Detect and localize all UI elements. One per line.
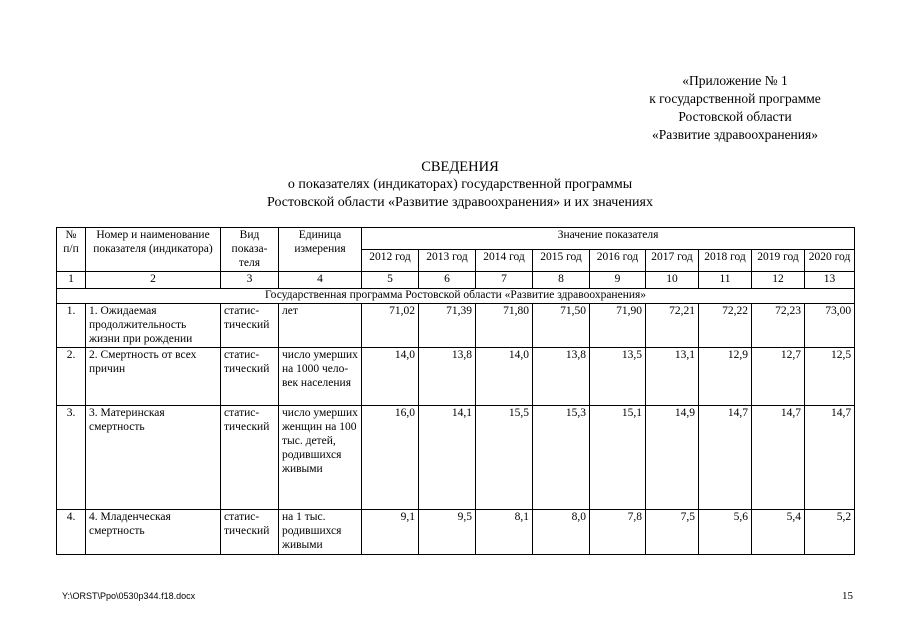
- header-year: 2018 год: [699, 250, 752, 272]
- table-row: [57, 406, 855, 510]
- column-number: 13: [805, 272, 855, 289]
- row-value: 72,22: [699, 303, 752, 347]
- column-number: 1: [57, 272, 86, 289]
- row-value: 72,21: [646, 303, 699, 347]
- column-number: 6: [419, 272, 476, 289]
- column-number: 5: [362, 272, 419, 289]
- row-num: 3.: [57, 406, 86, 510]
- column-number: 11: [699, 272, 752, 289]
- row-type: статис-тический: [221, 510, 279, 555]
- row-value: 14,0: [362, 348, 419, 406]
- row-value: 9,1: [362, 510, 419, 555]
- column-number: 4: [279, 272, 362, 289]
- header-year: 2013 год: [419, 250, 476, 272]
- header-year: 2012 год: [362, 250, 419, 272]
- row-name: 2. Смертность от всех причин: [86, 348, 221, 406]
- row-num: 4.: [57, 510, 86, 555]
- row-value: 5,2: [805, 510, 855, 555]
- row-value: 12,7: [752, 348, 805, 406]
- column-number: 2: [86, 272, 221, 289]
- row-unit: число умерших на 1000 чело-век населения: [279, 348, 362, 406]
- row-name: 3. Материнская смертность: [86, 406, 221, 510]
- column-number: 10: [646, 272, 699, 289]
- row-type: статис-тический: [221, 303, 279, 347]
- row-num: 1.: [57, 303, 86, 347]
- row-value: 71,90: [590, 303, 646, 347]
- heading-line-3: Ростовской области «Развитие здравоохранения» и их значениях: [267, 195, 653, 210]
- row-value: 12,9: [699, 348, 752, 406]
- row-value: 9,5: [419, 510, 476, 555]
- row-value: 5,6: [699, 510, 752, 555]
- row-value: 71,02: [362, 303, 419, 347]
- column-number: 3: [221, 272, 279, 289]
- document-heading: [180, 158, 740, 212]
- appendix-line-1: «Приложение № 1: [682, 73, 788, 88]
- indicators-table: [56, 227, 855, 555]
- row-name: 4. Младенческая смертность: [86, 510, 221, 555]
- heading-title: СВЕДЕНИЯ: [421, 159, 499, 175]
- row-unit: число умерших женщин на 100 тыс. детей, родившихся живыми: [279, 406, 362, 510]
- row-value: 15,1: [590, 406, 646, 510]
- column-number: 7: [476, 272, 533, 289]
- header-value-group: Значение показателя: [362, 228, 855, 250]
- row-value: 71,50: [533, 303, 590, 347]
- row-value: 73,00: [805, 303, 855, 347]
- appendix-line-2: к государственной программе: [649, 91, 821, 106]
- table-row: [57, 510, 855, 555]
- row-value: 14,0: [476, 348, 533, 406]
- footer-page-number: 15: [842, 590, 853, 602]
- row-value: 71,80: [476, 303, 533, 347]
- program-title-row: [57, 289, 855, 304]
- row-value: 5,4: [752, 510, 805, 555]
- row-value: 14,1: [419, 406, 476, 510]
- header-year: 2014 год: [476, 250, 533, 272]
- row-name: 1. Ожидаемая продолжительность жизни при рождении: [86, 303, 221, 347]
- row-value: 13,1: [646, 348, 699, 406]
- footer-file-path: Y:\ORST\Ppo\0530p344.f18.docx: [62, 591, 196, 601]
- header-name: Номер и наименование показателя (индикатора): [86, 228, 221, 272]
- row-value: 13,8: [419, 348, 476, 406]
- row-value: 72,23: [752, 303, 805, 347]
- header-year: 2015 год: [533, 250, 590, 272]
- row-value: 8,1: [476, 510, 533, 555]
- appendix-line-4: «Развитие здравоохранения»: [652, 127, 818, 142]
- row-type: статис-тический: [221, 406, 279, 510]
- row-value: 8,0: [533, 510, 590, 555]
- row-unit: лет: [279, 303, 362, 347]
- header-num: № п/п: [57, 228, 86, 272]
- row-value: 7,5: [646, 510, 699, 555]
- appendix-line-3: Ростовской области: [678, 109, 792, 124]
- row-value: 14,7: [805, 406, 855, 510]
- header-year: 2019 год: [752, 250, 805, 272]
- heading-line-2: о показателях (индикаторах) государственной программы: [287, 177, 633, 192]
- row-value: 13,5: [590, 348, 646, 406]
- row-value: 16,0: [362, 406, 419, 510]
- row-value: 13,8: [533, 348, 590, 406]
- row-value: 7,8: [590, 510, 646, 555]
- row-value: 14,7: [699, 406, 752, 510]
- header-year: 2016 год: [590, 250, 646, 272]
- appendix-block: [600, 72, 870, 144]
- header-year: 2020 год: [805, 250, 855, 272]
- header-year: 2017 год: [646, 250, 699, 272]
- program-title: Государственная программа Ростовской области «Развитие здравоохранения»: [57, 289, 855, 304]
- column-number: 12: [752, 272, 805, 289]
- row-num: 2.: [57, 348, 86, 406]
- header-row-1: [57, 228, 855, 250]
- row-value: 12,5: [805, 348, 855, 406]
- row-unit: на 1 тыс. родившихся живыми: [279, 510, 362, 555]
- row-value: 14,9: [646, 406, 699, 510]
- header-unit: Единица измерения: [279, 228, 362, 272]
- column-number: 8: [533, 272, 590, 289]
- header-type: Вид показа-теля: [221, 228, 279, 272]
- column-numbers-row: [57, 272, 855, 289]
- row-value: 15,5: [476, 406, 533, 510]
- row-value: 15,3: [533, 406, 590, 510]
- row-value: 71,39: [419, 303, 476, 347]
- table-row: [57, 348, 855, 406]
- row-type: статис-тический: [221, 348, 279, 406]
- column-number: 9: [590, 272, 646, 289]
- table-row: [57, 303, 855, 347]
- row-value: 14,7: [752, 406, 805, 510]
